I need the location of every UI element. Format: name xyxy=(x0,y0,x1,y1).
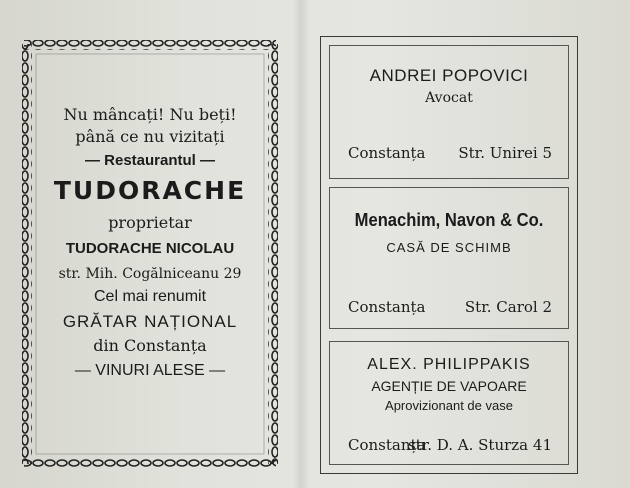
business-cards-column xyxy=(320,36,578,474)
ad-slogan-line1: Nu mâncați! Nu beți! xyxy=(63,105,237,124)
restaurant-ad-text xyxy=(38,104,262,382)
menachim-title: CASĂ DE SCHIMB xyxy=(386,240,512,255)
philippakis-title: AGENȚIE DE VAPOARE xyxy=(371,378,527,394)
menachim-address: Str. Carol 2 xyxy=(464,298,552,316)
restaurant-name: TUDORACHE xyxy=(53,176,247,205)
restaurant-address: str. Mih. Cogălniceanu 29 xyxy=(58,266,242,282)
slogan-wines: — VINURI ALESE — xyxy=(74,362,226,379)
slogan-city: din Constanța xyxy=(93,336,207,355)
menachim-name: Menachim, Navon & Co. xyxy=(354,210,544,230)
slogan-renowned: Cel mai renumit xyxy=(93,288,207,305)
philippakis-name: ALEX. PHILIPPAKIS xyxy=(367,356,531,373)
restaurant-advertisement xyxy=(20,38,280,470)
slogan-grill: GRĂTAR NAȚIONAL xyxy=(62,312,238,331)
ad-menachim xyxy=(329,187,569,329)
philippakis-subtitle: Aprovizionant de vase xyxy=(385,398,513,413)
owner-label: proprietar xyxy=(108,213,192,232)
popovici-address: Str. Unirei 5 xyxy=(458,144,552,162)
popovici-title: Avocat xyxy=(425,90,473,106)
popovici-name: ANDREI POPOVICI xyxy=(369,66,529,85)
restaurant-label: — Restaurantul — xyxy=(84,152,216,169)
philippakis-city: Constanța xyxy=(348,436,426,454)
owner-name: TUDORACHE NICOLAU xyxy=(65,240,235,257)
page-gutter xyxy=(292,0,310,488)
ad-popovici xyxy=(329,45,569,179)
philippakis-address: str. D. A. Sturza 41 xyxy=(407,436,552,454)
popovici-city: Constanța xyxy=(348,144,426,162)
ad-slogan-line2: până ce nu vizitați xyxy=(75,127,225,146)
ad-philippakis xyxy=(329,341,569,465)
menachim-city: Constanța xyxy=(348,298,426,316)
